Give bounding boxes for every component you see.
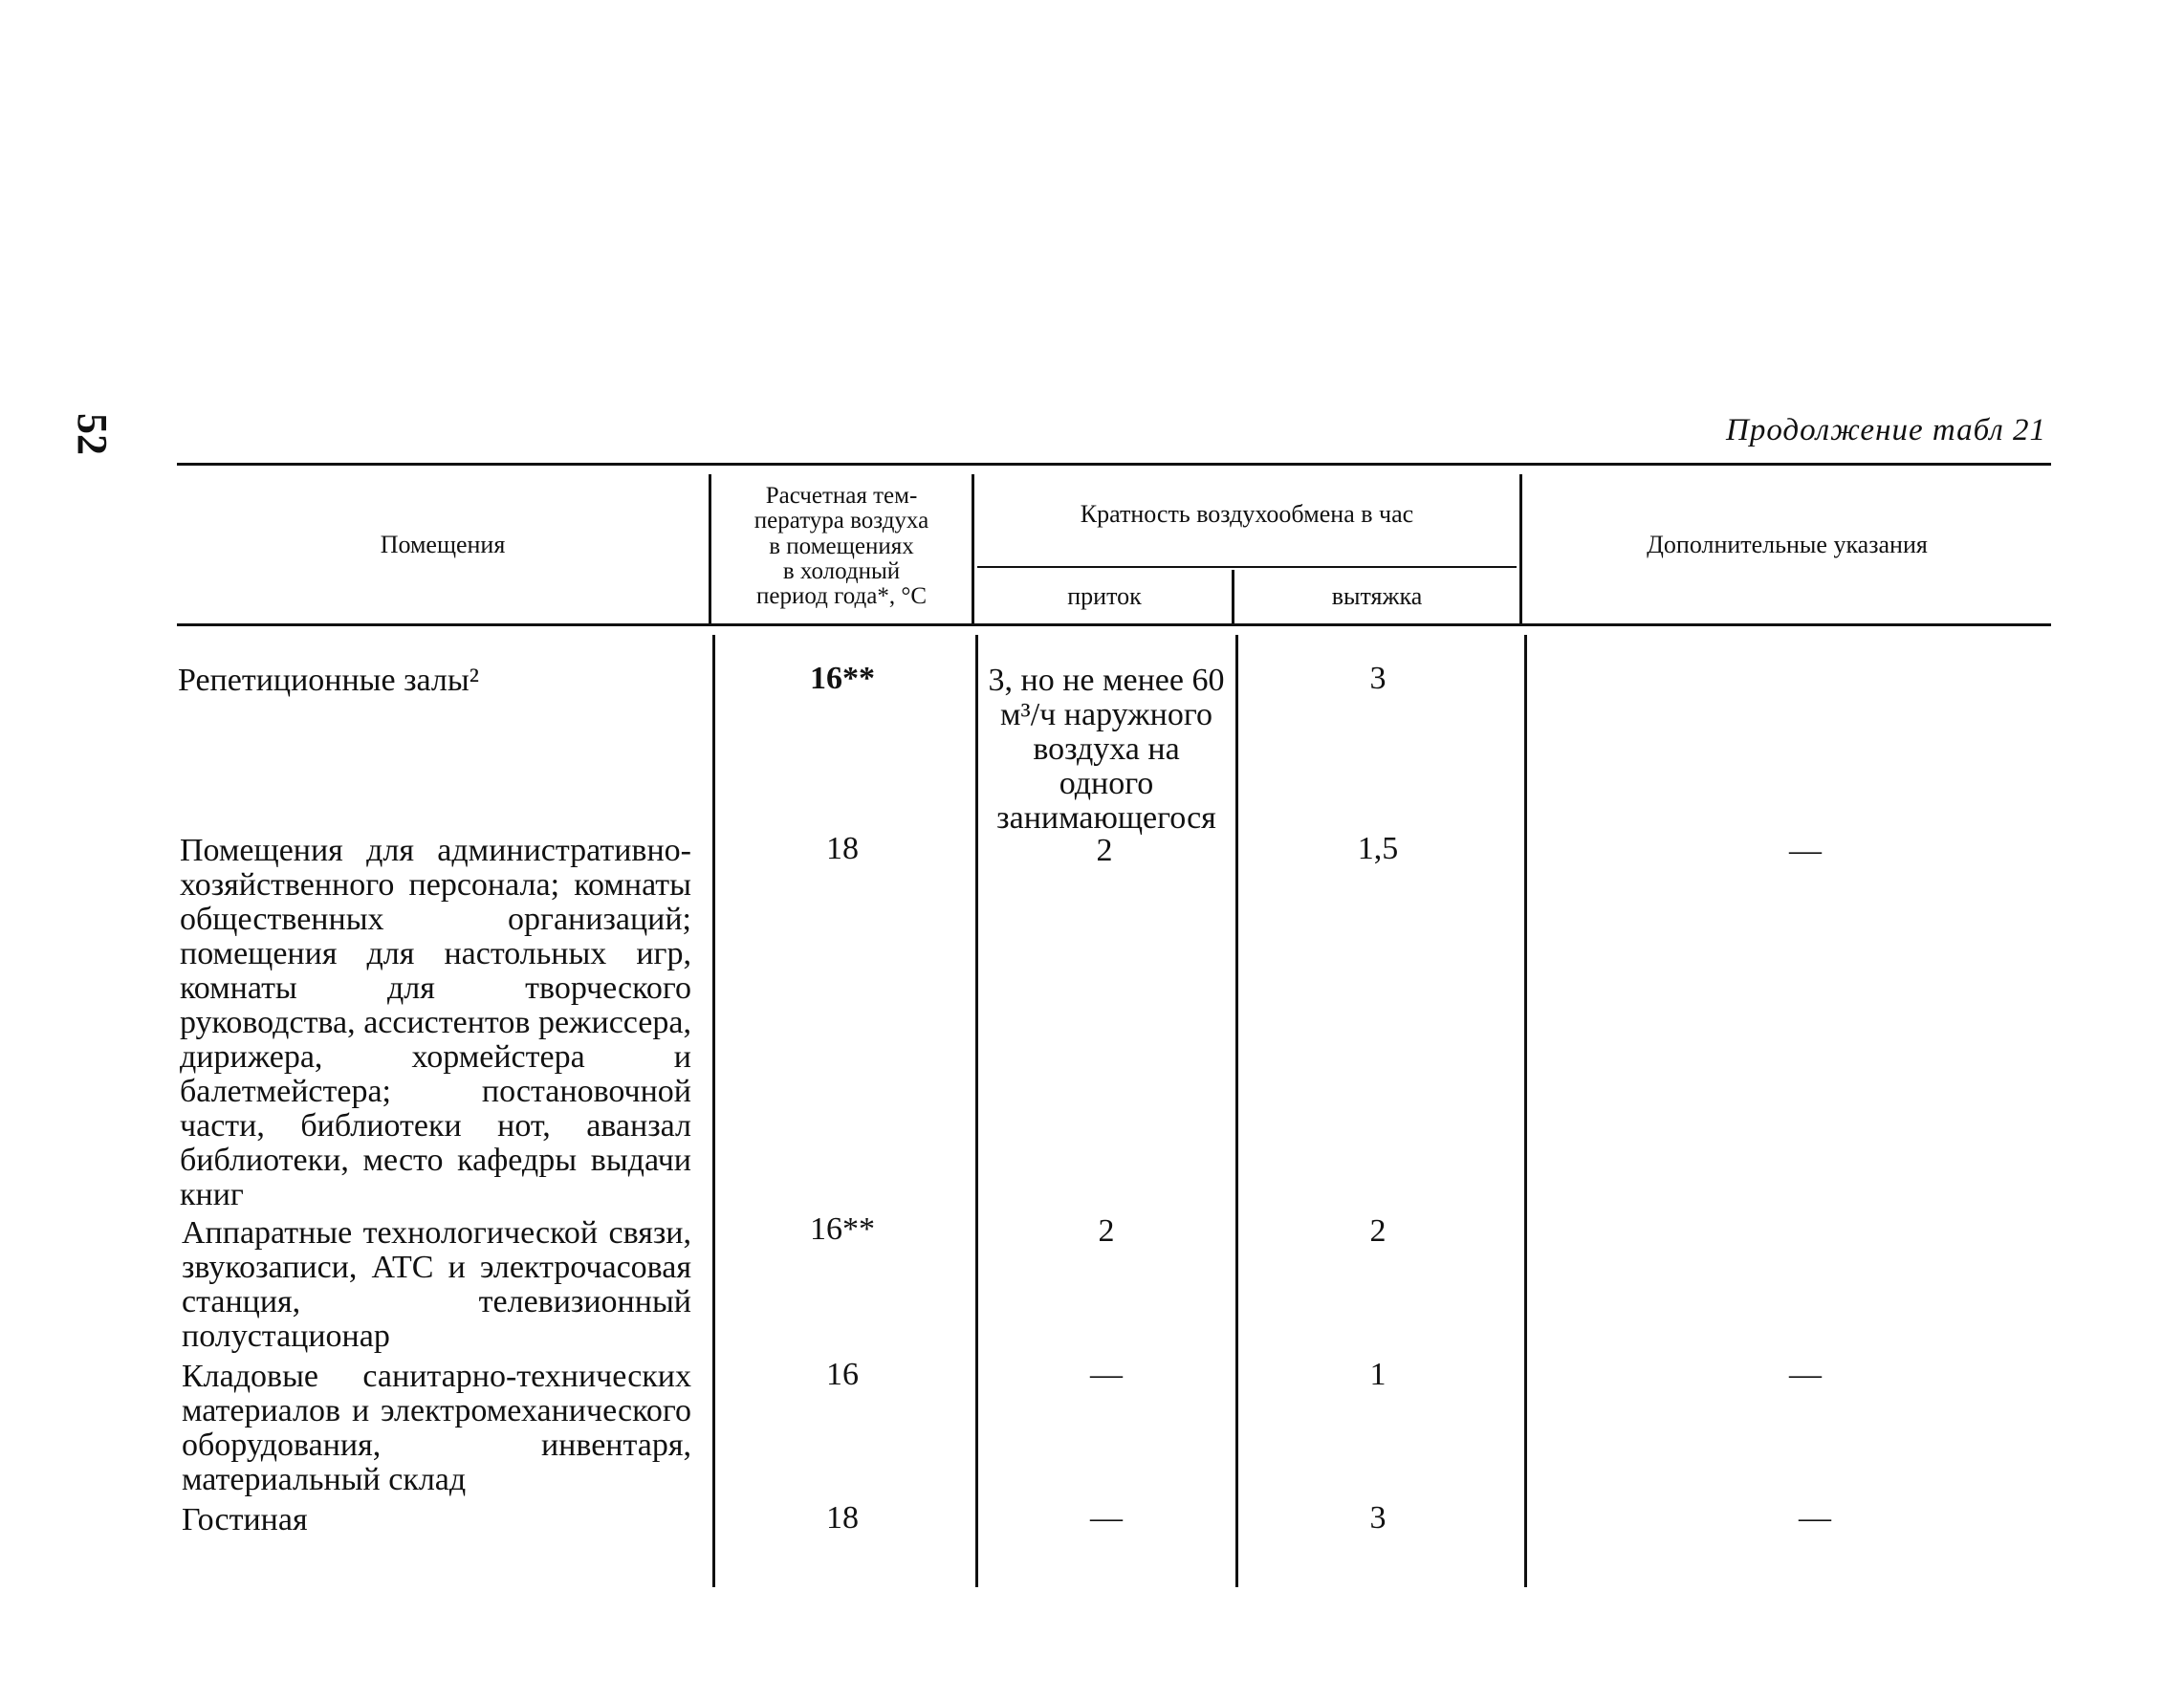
header-temperature-line: пература воздуха bbox=[753, 508, 929, 534]
header-temperature-line: период года*, °С bbox=[755, 583, 927, 609]
row-2-room: Помещения для административно-хозяйственного персонала; комнаты общественных организаций; помещения для настольных игр, комнаты для творческого руководства, ассистентов режиссера, дирижера, хормейстера и балетмейстера; постановочной части, библиотеки нот, аванзал библиотеки, место кафедры выдачи книг bbox=[180, 833, 691, 1212]
row-5-room: Гостиная bbox=[182, 1502, 308, 1537]
header-bottom-rule bbox=[177, 623, 2051, 626]
header-temperature-line: Расчетная тем- bbox=[765, 483, 918, 509]
row-5-supply: — bbox=[1090, 1500, 1123, 1536]
row-3-room: Аппаратные технологической связи, звукозаписи, АТС и электрочасовая станция, телевизионный полустационар bbox=[182, 1215, 691, 1354]
body-divider-3 bbox=[1235, 635, 1238, 1587]
row-4-room: Кладовые санитарно-технических материалов и электромеханического оборудования, инвентаря, материальный склад bbox=[182, 1359, 691, 1497]
header-exhaust: вытяжка bbox=[1331, 582, 1423, 610]
row-2-exhaust: 1,5 bbox=[1357, 831, 1399, 866]
row-1-room: Репетиционные залы² bbox=[178, 663, 479, 698]
row-5-exhaust: 3 bbox=[1369, 1500, 1387, 1536]
body-divider-2 bbox=[975, 635, 978, 1587]
column-divider-4 bbox=[1519, 474, 1522, 623]
air-exchange-subrule bbox=[977, 566, 1517, 568]
header-supply: приток bbox=[1067, 582, 1142, 610]
row-2-notes: — bbox=[1789, 833, 1822, 868]
column-divider-1 bbox=[709, 474, 711, 623]
row-1-supply: 3, но не менее 60 м³/ч наружного воздуха на одного занимающегося bbox=[988, 663, 1225, 836]
column-divider-3 bbox=[1232, 570, 1234, 623]
header-air-exchange: Кратность воздухообмена в час bbox=[1080, 500, 1414, 528]
header-notes: Дополнительные указания bbox=[1647, 531, 1928, 558]
row-4-temp: 16 bbox=[826, 1357, 859, 1392]
row-5-temp: 18 bbox=[826, 1500, 859, 1536]
table-top-rule bbox=[177, 463, 2051, 466]
row-1-temp: 16** bbox=[810, 661, 875, 696]
body-divider-1 bbox=[712, 635, 715, 1587]
page-number: 52 bbox=[69, 413, 116, 455]
body-divider-4 bbox=[1524, 635, 1527, 1587]
header-temperature bbox=[713, 484, 970, 609]
row-3-supply: 2 bbox=[1098, 1213, 1115, 1249]
row-2-temp: 18 bbox=[826, 831, 859, 866]
column-divider-2 bbox=[972, 474, 974, 623]
row-5-notes: — bbox=[1799, 1500, 1831, 1536]
row-3-temp: 16** bbox=[810, 1211, 875, 1247]
row-4-exhaust: 1 bbox=[1369, 1357, 1387, 1392]
row-3-exhaust: 2 bbox=[1369, 1213, 1387, 1249]
table-continuation-label: Продолжение табл 21 bbox=[1726, 413, 2046, 447]
row-4-supply: — bbox=[1090, 1357, 1123, 1392]
row-2-supply: 2 bbox=[1096, 833, 1113, 868]
header-temperature-line: в помещениях bbox=[769, 533, 914, 559]
header-rooms: Помещения bbox=[380, 531, 506, 558]
header-temperature-line: в холодный bbox=[782, 557, 901, 584]
row-1-exhaust: 3 bbox=[1369, 661, 1387, 696]
row-4-notes: — bbox=[1789, 1357, 1822, 1392]
